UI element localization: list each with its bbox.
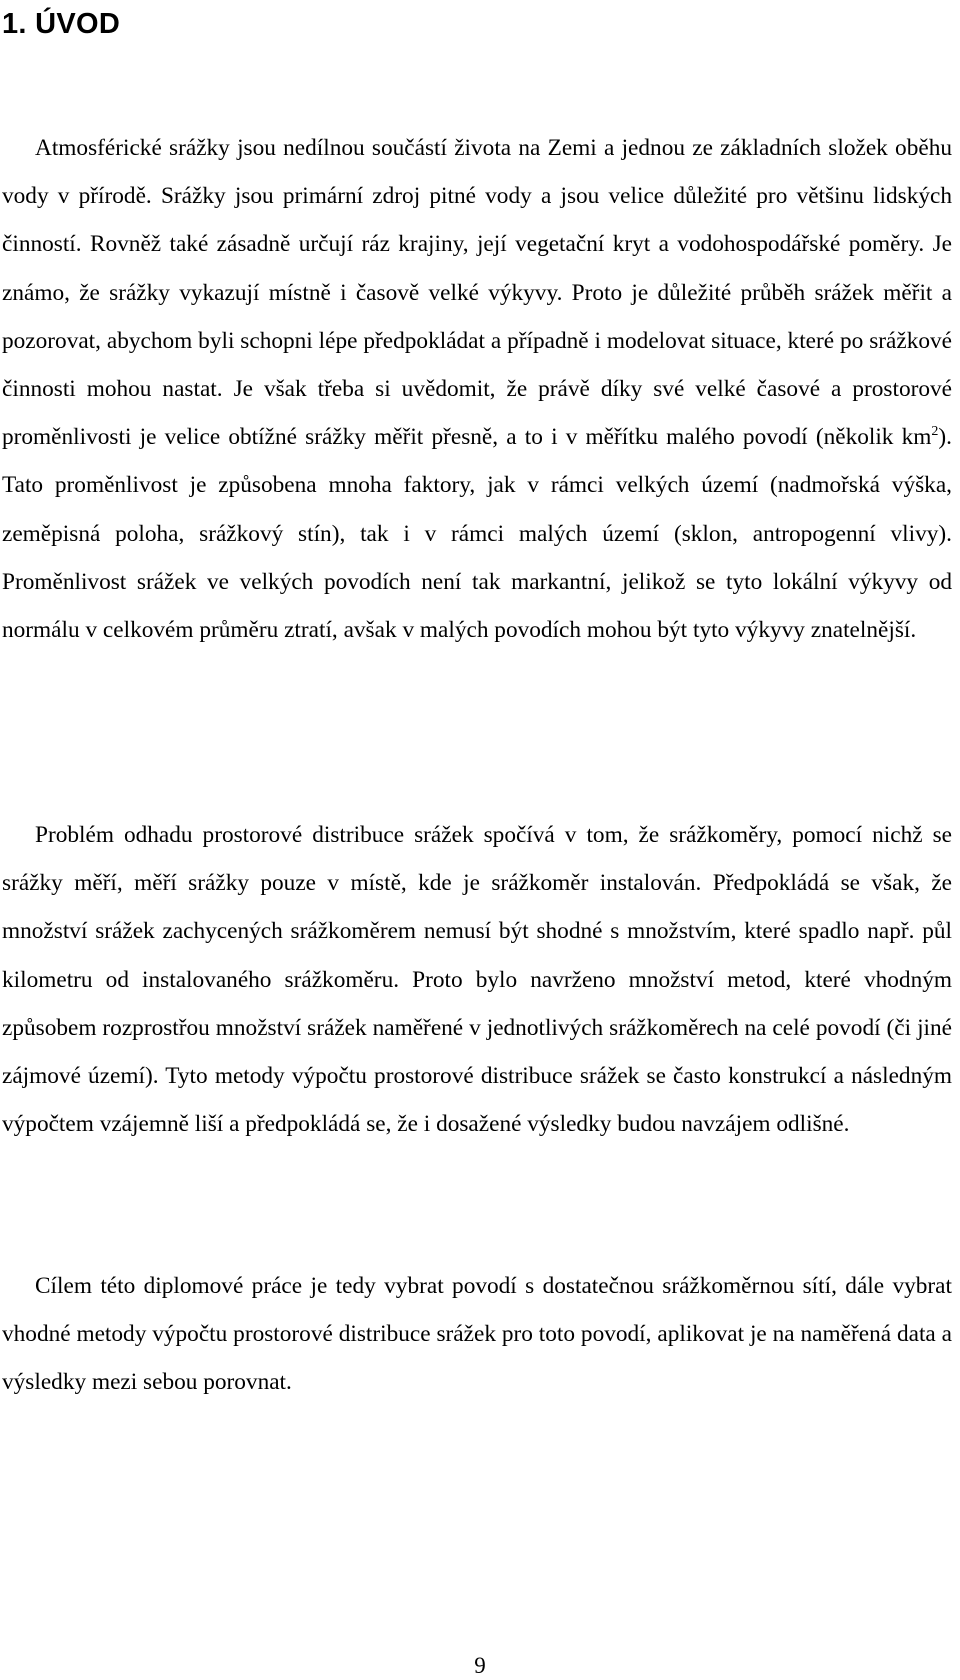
superscript-km-exponent: 2 xyxy=(931,424,939,440)
paragraph-problem: Problém odhadu prostorové distribuce srážek spočívá v tom, že srážkoměry, pomocí nichž se srážky měří, měří srážky pouze v místě, kde je srážkoměr instalován. Předpokládá se však, že množství srážek zachycených srážkoměrem nemusí být shodné s množstvím, které spadlo např. půl kilometru od instalovaného srážkoměru. Proto bylo navrženo množství metod, které vhodným způsobem rozprostřou množství srážek naměřené v jednotlivých srážkoměrech na celé povodí (či jiné zájmové území). Tyto metody výpočtu prostorové distribuce srážek se často konstrukcí a následným výpočtem vzájemně liší a předpokládá se, že i dosažené výsledky budou navzájem odlišné. xyxy=(2,822,952,1138)
paragraph-introduction-text-continued: ). Tato proměnlivost je způsobena mnoha faktory, jak v rámci velkých území (nadmořská výška, zeměpisná poloha, srážkový stín), tak i v rámci malých území (sklon, antropogenní vlivy). Proměnlivost srážek ve velkých povodích není tak markantní, jelikož se tyto lokální výkyvy od normálu v celkovém průměru ztratí, avšak v malých povodích mohou být tyto výkyvy znatelnější. xyxy=(2,424,952,644)
paragraph-introduction-text: Atmosférické srážky jsou nedílnou součástí života na Zemi a jednou ze základních složek oběhu vody v přírodě. Srážky jsou primární zdroj pitné vody a jsou velice důležité pro většinu lidských činností. Rovněž také zásadně určují ráz krajiny, její vegetační kryt a vodohospodářské poměry. Je známo, že srážky vykazují místně i časově velké výkyvy. Proto je důležité průběh srážek měřit a pozorovat, abychom byli schopni lépe předpokládat a případně i modelovat situace, které po srážkové činnosti mohou nastat. Je však třeba si uvědomit, že právě díky své velké časové a prostorové proměnlivosti je velice obtížné srážky měřit přesně, a to i v měřítku malého povodí (několik km xyxy=(2,135,952,451)
chapter-heading: 1. ÚVOD xyxy=(2,8,121,40)
paragraph-introduction xyxy=(2,124,952,654)
page-number: 9 xyxy=(474,1653,486,1678)
paragraph-goal: Cílem této diplomové práce je tedy vybrat povodí s dostatečnou srážkoměrnou sítí, dále vybrat vhodné metody výpočtu prostorové distribuce srážek pro toto povodí, aplikovat je na naměřená data a výsledky mezi sebou porovnat. xyxy=(2,1273,952,1396)
